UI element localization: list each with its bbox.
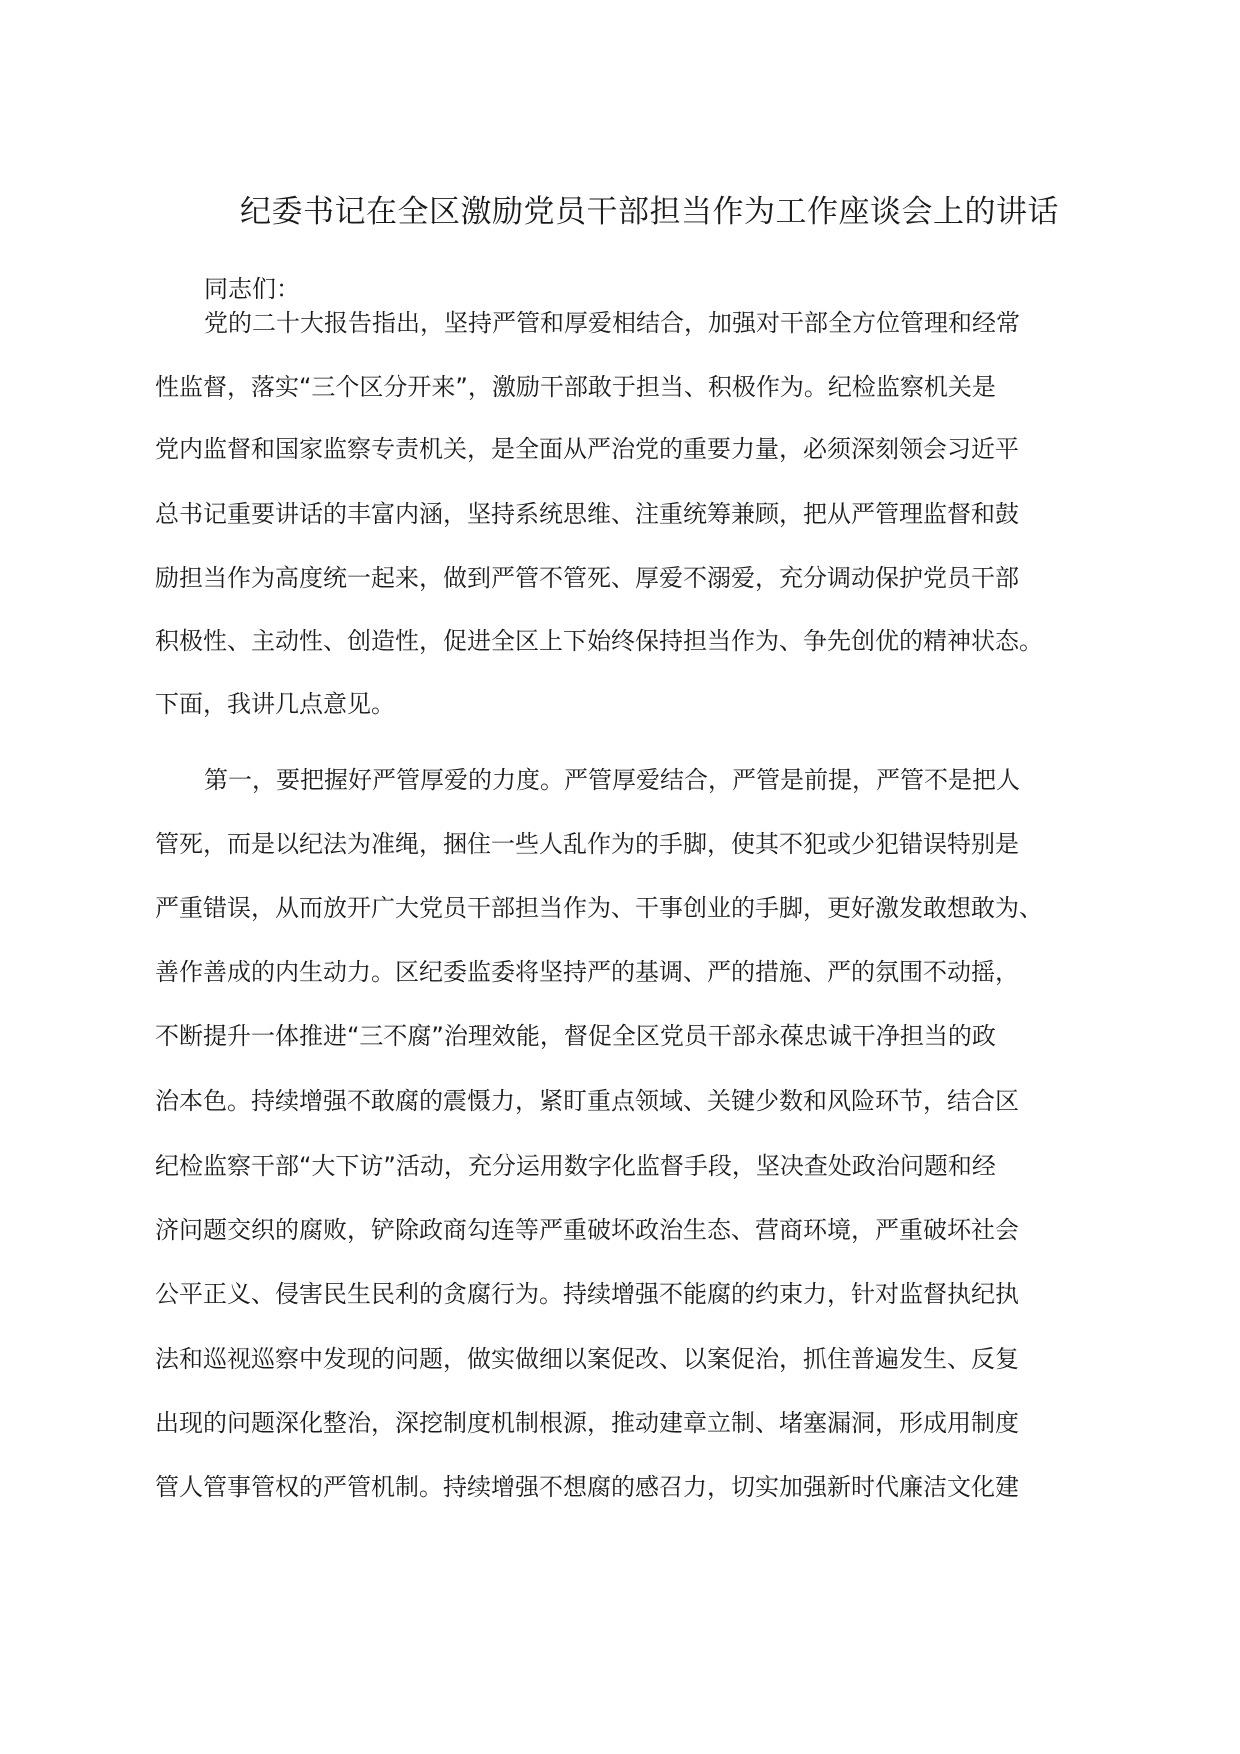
- paragraph-2-line: 出现的问题深化整治，深挖制度机制根源，推动建章立制、堵塞漏洞，形成用制度: [155, 1409, 1019, 1437]
- paragraph-1-line: 励担当作为高度统一起来，做到严管不管死、厚爱不溺爱，充分调动保护党员干部: [155, 564, 1019, 592]
- paragraph-2-line: 济问题交织的腐败，铲除政商勾连等严重破坏政治生态、营商环境，严重破坏社会: [155, 1216, 1019, 1244]
- paragraph-2-line: 管人管事管权的严管机制。持续增强不想腐的感召力，切实加强新时代廉洁文化建: [155, 1473, 1019, 1501]
- document-title: 纪委书记在全区激励党员干部担当作为工作座谈会上的讲话: [240, 194, 1059, 230]
- paragraph-1-line: 下面，我讲几点意见。: [155, 690, 395, 718]
- paragraph-2-line: 不断提升一体推进“三不腐”治理效能，督促全区党员干部永葆忠诚干净担当的政: [155, 1022, 996, 1050]
- paragraph-2-line: 第一，要把握好严管厚爱的力度。严管厚爱结合，严管是前提，严管不是把人: [204, 766, 1020, 794]
- paragraph-2-line: 纪检监察干部“大下访”活动，充分运用数字化监督手段，坚决查处政治问题和经: [155, 1152, 996, 1180]
- paragraph-1-line: 性监督，落实“三个区分开来”，激励干部敢于担当、积极作为。纪检监察机关是: [155, 373, 996, 401]
- paragraph-1-line: 总书记重要讲话的丰富内涵，坚持系统思维、注重统筹兼顾，把从严管理监督和鼓: [155, 500, 1019, 528]
- paragraph-1-line: 积极性、主动性、创造性，促进全区上下始终保持担当作为、争先创优的精神状态。: [155, 627, 1043, 655]
- paragraph-1-line: 党内监督和国家监察专责机关，是全面从严治党的重要力量，必须深刻领会习近平: [155, 435, 1019, 463]
- paragraph-2-line: 公平正义、侵害民生民利的贪腐行为。持续增强不能腐的约束力，针对监督执纪执: [155, 1280, 1019, 1308]
- paragraph-1-line: 党的二十大报告指出，坚持严管和厚爱相结合，加强对干部全方位管理和经常: [204, 309, 1020, 337]
- paragraph-2-line: 管死，而是以纪法为准绳，捆住一些人乱作为的手脚，使其不犯或少犯错误特别是: [155, 830, 1019, 858]
- paragraph-2-line: 治本色。持续增强不敢腐的震慑力，紧盯重点领域、关键少数和风险环节，结合区: [155, 1087, 1019, 1115]
- paragraph-2-line: 善作善成的内生动力。区纪委监委将坚持严的基调、严的措施、严的氛围不动摇，: [155, 958, 1019, 986]
- salutation: 同志们：: [204, 275, 300, 303]
- paragraph-2-line: 法和巡视巡察中发现的问题，做实做细以案促改、以案促治，抓住普遍发生、反复: [155, 1345, 1019, 1373]
- paragraph-2-line: 严重错误，从而放开广大党员干部担当作为、干事创业的手脚，更好激发敢想敢为、: [155, 894, 1043, 922]
